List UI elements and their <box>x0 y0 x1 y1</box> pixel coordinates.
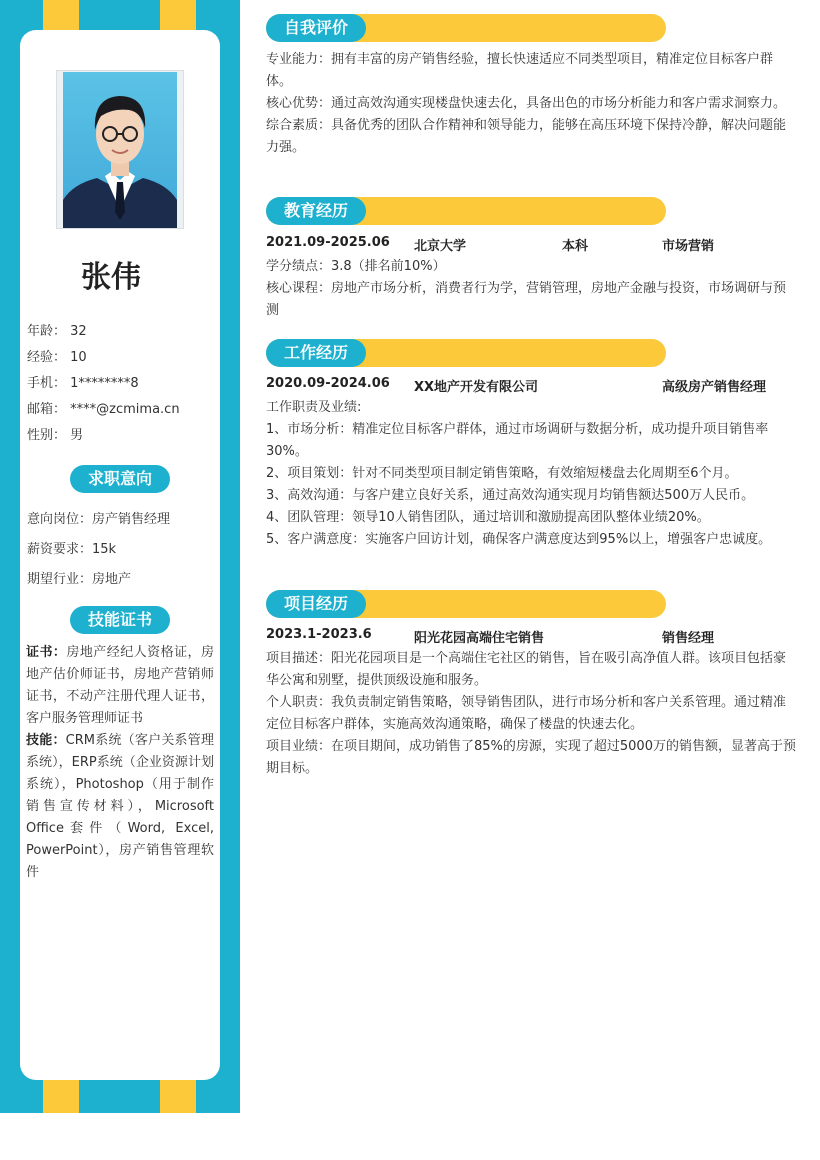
decorative-stripe <box>160 0 196 30</box>
profile-photo-frame <box>56 70 184 229</box>
info-label: 手机： <box>27 376 67 391</box>
info-row-email <box>27 398 180 424</box>
education-degree: 本科 <box>562 239 589 254</box>
info-value: 男 <box>70 428 84 443</box>
profile-photo <box>63 72 177 228</box>
basic-info-list <box>27 320 180 450</box>
work-period: 2020.09-2024.06 <box>266 376 390 391</box>
info-row-phone <box>27 372 180 398</box>
education-period: 2021.09-2025.06 <box>266 235 390 250</box>
profile-name: 张伟 <box>81 260 141 295</box>
project-paragraph: 项目描述：阳光花园项目是一个高端住宅社区的销售，旨在吸引高净值人群。该项目包括豪华公寓和别墅，提供顶级设施和服务。 <box>266 651 787 688</box>
info-value: 1********8 <box>70 376 139 391</box>
work-paragraph: 2、项目策划：针对不同类型项目制定销售策略，有效缩短楼盘去化周期至6个月。 <box>266 466 738 481</box>
skills-text: CRM系统（客户关系管理系统），ERP系统（企业资源计划系统），Photoshop（用于制作销售宣传材料），Microsoft Office套件（Word, Excel, PowerPoint），房产销售管理软件 <box>26 733 214 880</box>
person-portrait-icon <box>63 72 177 228</box>
education-entry-row <box>266 235 796 255</box>
info-row-gender <box>27 424 180 450</box>
decorative-stripe <box>160 1080 196 1113</box>
project-paragraph: 项目业绩：在项目期间，成功销售了85%的房源，实现了超过5000万的销售额，显著高于预期目标。 <box>266 739 796 776</box>
self-eval-content <box>266 49 796 159</box>
info-label: 经验： <box>27 350 67 365</box>
certificates-label: 证书： <box>26 645 67 660</box>
certificates-paragraph <box>26 642 214 730</box>
skills-paragraph <box>26 730 214 884</box>
intent-heading: 求职意向 <box>70 465 170 493</box>
work-section-header <box>266 339 666 367</box>
decorative-stripe <box>43 0 79 30</box>
project-role: 销售经理 <box>662 631 715 646</box>
sidebar <box>0 0 240 1113</box>
work-heading: 工作经历 <box>266 339 366 367</box>
work-content <box>266 397 796 551</box>
info-label: 邮箱： <box>27 402 67 417</box>
work-paragraph: 1、市场分析：精准定位目标客户群体，通过市场调研与数据分析，成功提升项目销售率30%。 <box>266 422 769 459</box>
project-content <box>266 648 796 780</box>
project-section-header <box>266 590 666 618</box>
info-value: 32 <box>70 324 87 339</box>
project-entry-row <box>266 627 796 647</box>
self-eval-paragraph: 专业能力：拥有丰富的房产销售经验，擅长快速适应不同类型项目，精准定位目标客户群体。 <box>266 52 774 89</box>
info-value: ****@zcmima.cn <box>70 402 180 417</box>
skills-block <box>26 642 214 884</box>
work-title: 高级房产销售经理 <box>662 380 767 395</box>
decorative-stripe <box>43 1080 79 1113</box>
self-eval-paragraph: 核心优势：通过高效沟通实现楼盘快速去化，具备出色的市场分析能力和客户需求洞察力。 <box>266 96 787 111</box>
self-eval-paragraph: 综合素质：具备优秀的团队合作精神和领导能力，能够在高压环境下保持冷静，解决问题能力强。 <box>266 118 787 155</box>
intent-list <box>27 508 170 598</box>
education-major: 市场营销 <box>662 239 715 254</box>
education-paragraph: 学分绩点：3.8（排名前10%） <box>266 259 446 274</box>
education-paragraph: 核心课程：房地产市场分析，消费者行为学，营销管理，房地产金融与投资，市场调研与预测 <box>266 281 787 318</box>
certificates-text: 房地产经纪人资格证，房地产估价师证书，房地产营销师证书，不动产注册代理人证书，客户服务管理师证书 <box>26 645 214 726</box>
work-paragraph: 工作职责及业绩: <box>266 400 362 415</box>
project-paragraph: 个人职责：我负责制定销售策略，领导销售团队，进行市场分析和客户关系管理。通过精准定位目标客户群体，实施高效沟通策略，确保了楼盘的快速去化。 <box>266 695 787 732</box>
work-company: XX地产开发有限公司 <box>414 380 539 395</box>
education-heading: 教育经历 <box>266 197 366 225</box>
info-value: 10 <box>70 350 87 365</box>
self-eval-section-header <box>266 14 666 42</box>
work-paragraph: 5、客户满意度：实施客户回访计划，确保客户满意度达到95%以上，增强客户忠诚度。 <box>266 532 772 547</box>
intent-item-position: 意向岗位：房产销售经理 <box>27 512 171 527</box>
project-heading: 项目经历 <box>266 590 366 618</box>
project-name: 阳光花园高端住宅销售 <box>414 631 545 646</box>
work-entry-row <box>266 376 796 396</box>
project-period: 2023.1-2023.6 <box>266 627 372 642</box>
info-row-age <box>27 320 180 346</box>
education-content <box>266 256 796 322</box>
work-paragraph: 4、团队管理：领导10人销售团队，通过培训和激励提高团队整体业绩20%。 <box>266 510 710 525</box>
work-paragraph: 3、高效沟通：与客户建立良好关系，通过高效沟通实现月均销售额达500万人民币。 <box>266 488 755 503</box>
skills-heading: 技能证书 <box>70 606 170 634</box>
intent-item-industry: 期望行业：房地产 <box>27 572 132 587</box>
education-school: 北京大学 <box>414 239 467 254</box>
intent-item-salary: 薪资要求：15k <box>27 542 117 557</box>
info-row-experience <box>27 346 180 372</box>
profile-card <box>20 30 220 1080</box>
info-label: 年龄： <box>27 324 67 339</box>
self-eval-heading: 自我评价 <box>266 14 366 42</box>
info-label: 性别： <box>27 428 67 443</box>
skills-label: 技能： <box>26 733 66 748</box>
education-section-header <box>266 197 666 225</box>
